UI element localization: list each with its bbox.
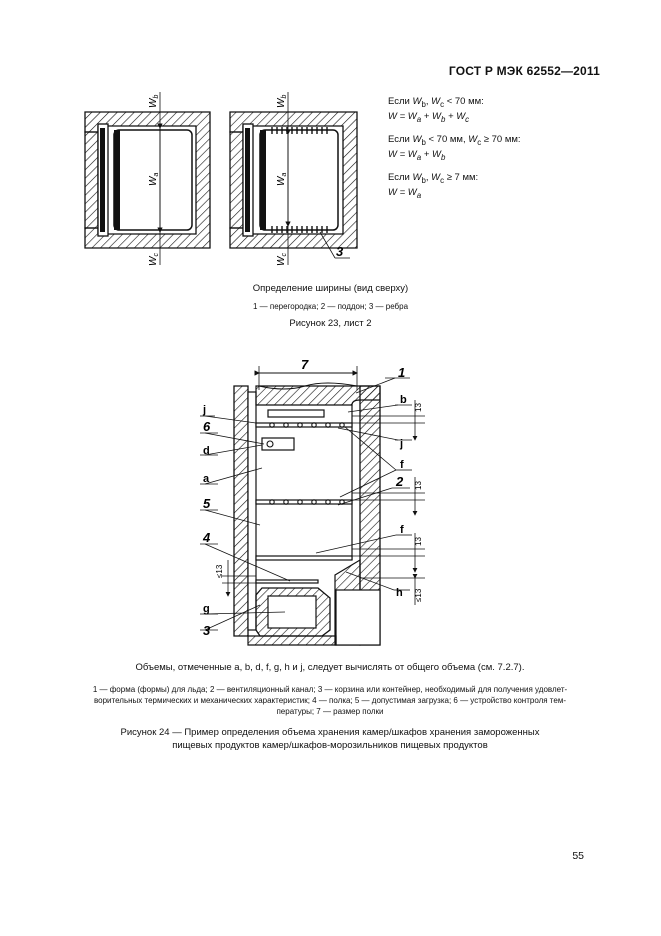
fig24-dim-7: 7: [301, 357, 309, 372]
fig23-condition-3: Если $W_b$, $W_c \ge 7$ мм: $W = W_a$: [388, 172, 479, 200]
fig23-right-wa-label: $W_a$: [276, 172, 288, 186]
fig24-caption-line-1: Рисунок 24 — Пример определения объема хранения камер/шкафов хранения замороженных: [120, 727, 540, 738]
fig24-label-h: h: [396, 587, 403, 599]
fig24-label-1: 1: [398, 365, 406, 380]
fig24-label-6: 6: [203, 419, 211, 434]
document-header: ГОСТ Р МЭК 62552—2011: [448, 64, 600, 78]
fig23-left-cabinet: [85, 92, 210, 266]
fig24-label-g: g: [203, 603, 210, 615]
fig24-label-j-left: j: [203, 404, 207, 416]
fig23-left-wa-label: $W_a$: [148, 172, 160, 186]
fig23-caption: Рисунок 23, лист 2: [289, 318, 372, 329]
fig23-left-wc-label: $W_c$: [148, 253, 160, 266]
fig23-callout-3: 3: [336, 244, 344, 259]
fig24-dim-13-mid: 13: [414, 481, 423, 490]
fig24-dim-le13-right: ≤13: [414, 588, 423, 602]
fig24-label-j-right: j: [400, 438, 404, 450]
fig24-dim-13-top: 13: [414, 403, 423, 412]
fig24-drawing: [200, 357, 425, 645]
fig24-label-d: d: [203, 445, 210, 457]
fig24-legend-line-3: пературы; 7 — размер полки: [276, 707, 384, 716]
fig24-dim-13-low: 13: [414, 537, 423, 546]
fig24-label-4: 4: [203, 530, 211, 545]
fig24-legend-line-1: 1 — форма (формы) для льда; 2 — вентиляционный канал; 3 — корзина или контейнер, необходимый для получения удовлет-: [92, 685, 568, 694]
fig24-caption: [60, 726, 600, 752]
fig24-dim-le13-left: ≤13: [215, 564, 224, 578]
fig24-caption-line-2: пищевых продуктов камер/шкафов-морозильников пищевых продуктов: [172, 740, 488, 751]
fig24-label-2: 2: [396, 474, 404, 489]
fig23-right-cabinet: [230, 92, 357, 266]
fig23-condition-1: Если $W_b$, $W_c < 70$ мм: $W = W_a + W_b + W_c$: [388, 96, 484, 124]
fig24-note: Объемы, отмеченные a, b, d, f, g, h и j, следует вычислять от общего объема (см. 7.2.7).: [135, 662, 525, 673]
fig23-condition-2: Если $W_b < 70$ мм, $W_c \ge 70$ мм: $W = W_a + W_b$: [388, 134, 521, 162]
fig23-left-wb-label: $W_b$: [148, 94, 160, 108]
fig24-label-b: b: [400, 394, 407, 406]
fig24-label-5: 5: [203, 496, 211, 511]
fig23-legend: 1 — перегородка; 2 — поддон; 3 — ребра: [252, 302, 409, 311]
page-number: 55: [572, 850, 584, 862]
fig24-label-f-top: f: [400, 459, 404, 471]
fig23-right-wb-label: $W_b$: [276, 94, 288, 108]
fig23-subtitle: Определение ширины (вид сверху): [252, 283, 409, 294]
fig24-legend: [45, 684, 615, 717]
fig24-legend-line-2: ворительных термических и механических характеристик; 4 — полка; 5 — допустимая загрузка; 6 — устройство контроля тем-: [94, 696, 566, 705]
fig24-label-3: 3: [203, 623, 211, 638]
fig23-right-wc-label: $W_c$: [276, 253, 288, 266]
fig24-label-f-low: f: [400, 524, 404, 536]
fig24-label-a: a: [203, 473, 210, 485]
